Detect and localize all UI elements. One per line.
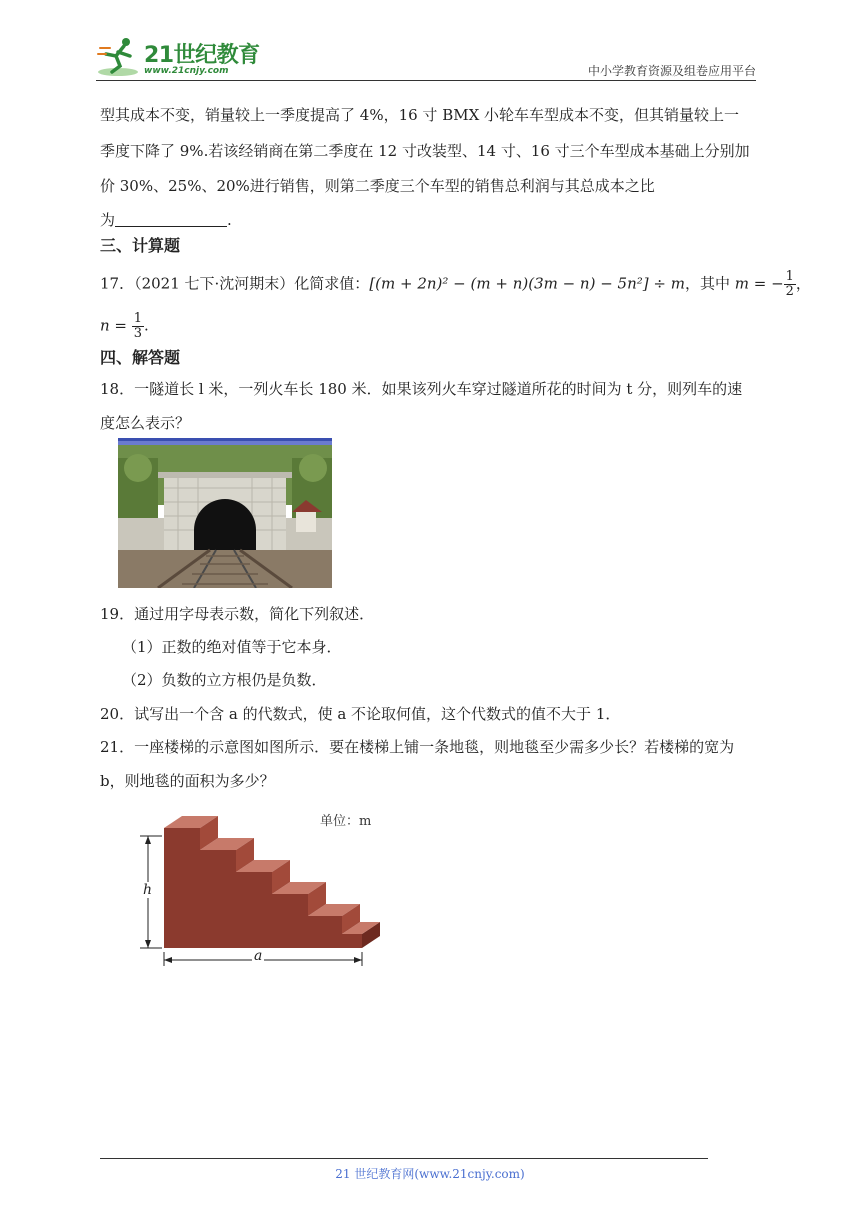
stairs-diagram [134, 808, 384, 968]
q16-line-3: 价 30%、25%、20%进行销售，则第二季度三个车型的销售总利润与其总成本之比 [100, 177, 655, 195]
stairs-figure [134, 808, 384, 968]
q17-expression: [(m + 2n)² − (m + n)(3m − n) − 5n²] ÷ m [369, 274, 685, 293]
page-header [96, 28, 756, 80]
q16-answer-blank[interactable] [115, 212, 227, 227]
footer-text[interactable]: 21 世纪教育网(www.21cnjy.com) [335, 1167, 525, 1181]
q17-end: . [144, 316, 149, 335]
tunnel-photo [118, 438, 332, 588]
stairs-unit-label: 单位：m [320, 814, 372, 829]
q16-line-1: 型其成本不变，销量较上一季度提高了 4%，16 寸 BMX 小轮车车型成本不变，但其销量较上一 [100, 106, 740, 124]
q16-answer-suffix: . [227, 211, 232, 229]
stairs-height-label: h [143, 882, 153, 898]
q17-n-fraction: $\frac{1}{3}$ [133, 311, 143, 341]
q17-n-label: n = [100, 316, 132, 335]
q17-mid: ，其中 [684, 274, 735, 293]
q17-prefix: 17．（2021 七下·沈河期末）化简求值： [100, 274, 370, 293]
q21-line-2: b，则地毯的面积为多少？ [100, 772, 275, 790]
stairs-width-label: a [254, 948, 263, 964]
q16-answer-prefix: 为 [100, 211, 116, 229]
runner-logo-icon [96, 34, 144, 78]
header-platform-text: 中小学教育资源及组卷应用平台 [587, 64, 756, 78]
q17-m-label: m = − [734, 274, 784, 293]
q16-line-2: 季度下降了 9%.若该经销商在第二季度在 12 寸改装型、14 寸、16 寸三个车型成本基础上分别加 [100, 142, 750, 160]
footer-divider [100, 1158, 708, 1159]
logo [96, 34, 266, 78]
section-answer-heading: 四、解答题 [100, 348, 181, 367]
logo-url: www.21cnjy.com [144, 66, 229, 76]
q21-line-1: 21．一座楼梯的示意图如图所示．要在楼梯上铺一条地毯，则地毯至少需多少长？若楼梯的宽为 [100, 738, 735, 756]
q20-line-1: 20．试写出一个含 a 的代数式，使 a 不论取何值，这个代数式的值不大于 1． [100, 705, 621, 723]
q17-m-fraction: $\frac{1}{2}$ [785, 269, 794, 299]
q17-line-1 [100, 270, 811, 299]
q18-line-2: 度怎么表示？ [100, 414, 191, 432]
q17-line-2 [100, 312, 149, 341]
q17-comma: ， [795, 274, 811, 293]
logo-text: 21世纪教育 [144, 43, 260, 68]
q18-line-1: 18．一隧道长 l 米，一列火车长 180 米．如果该列火车穿过隧道所花的时间为 t 分，则列车的速 [100, 380, 743, 398]
q16-line-4 [100, 210, 232, 230]
q19-item-2: （2）负数的立方根仍是负数． [122, 671, 327, 689]
section-calculation-heading: 三、计算题 [100, 236, 181, 255]
header-divider [96, 80, 756, 81]
q19-item-1: （1）正数的绝对值等于它本身． [122, 638, 342, 656]
q19-line-1: 19．通过用字母表示数，简化下列叙述． [100, 605, 375, 623]
